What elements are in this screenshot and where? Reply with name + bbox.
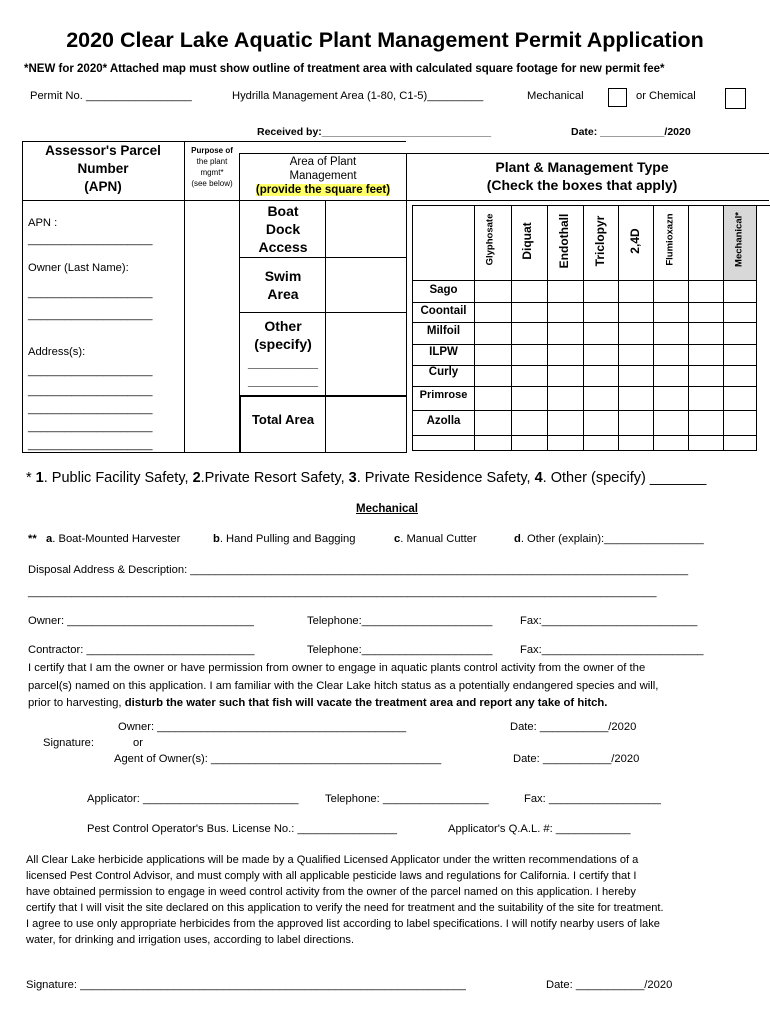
boat-line3: Access (258, 239, 308, 255)
contractor-field[interactable]: Contractor: ___________________________ (28, 644, 255, 656)
mechanical-options: ** a. Boat-Mounted Harvester (28, 533, 181, 545)
sig-owner-field[interactable]: Owner: ________________________________________ (118, 721, 407, 733)
owner-telephone-field[interactable]: Telephone:_____________________ (307, 615, 493, 627)
owner-input-1[interactable]: ____________________ (28, 287, 153, 299)
plant-milfoil: Milfoil (426, 325, 461, 337)
plant-ilpw: ILPW (429, 346, 458, 358)
option-b: b. Hand Pulling and Bagging (213, 533, 356, 545)
new-notice: *NEW for 2020* Attached map must show outline of treatment area with calculated square footage for new permit fee* (24, 63, 665, 75)
owner-fax-field[interactable]: Fax:_________________________ (520, 615, 698, 627)
type-header-line2: (Check the boxes that apply) (486, 177, 678, 193)
swim-line2: Area (267, 286, 299, 302)
chemical-label: or Chemical (636, 90, 696, 102)
chem-24d: 2,4D (628, 228, 642, 254)
owner-certification: I certify that I am the owner or have permission from owner to engage in aquatic plants control activity from the owner of the parcel(s) named on this application. I am familiar with the Clear Lake hitch status as a potentially endangered species and will, prior to harvesting, disturb the water such that fish will vacate the treatment area and report any take of hitch. (28, 662, 659, 709)
apn-input[interactable]: ____________________ (28, 234, 153, 246)
apn-label: APN : (28, 217, 58, 229)
chemical-checkbox[interactable] (725, 88, 746, 109)
or-label: or (133, 737, 143, 749)
permit-no-field[interactable]: Permit No. _________________ (30, 90, 192, 102)
page-title: 2020 Clear Lake Aquatic Plant Management Permit Application (66, 28, 704, 52)
mechanical-checkbox[interactable] (608, 88, 627, 107)
address-input-5[interactable]: ____________________ (28, 439, 153, 451)
plant-azolla: Azolla (426, 415, 461, 427)
swim-line1: Swim (264, 268, 302, 284)
applicator-certification: All Clear Lake herbicide applications will be made by a Qualified Licensed Applicator under the written recommendations of a licensed Pest Control Advisor, and must comply with all applicable pesticide laws and regulations for California. I certify that I have obtained permission to engage in weed control activity from the owner of the parcel named on this application. I hereby certify that I will visit the site declared on this application to verify the need for treatment and the suitability of the site for treatment. I agree to use only appropriate herbicides from the approved list according to label specifications. I will notify nearby users of lake water, for drinking and irrigation uses, according to label directions. (26, 854, 664, 946)
received-by-field[interactable]: Received by:_____________________________ (257, 126, 492, 138)
chem-diquat: Diquat (520, 222, 534, 260)
boat-line2: Dock (265, 221, 301, 237)
other-input-2[interactable]: _________ (247, 372, 319, 388)
plant-coontail: Coontail (420, 305, 467, 317)
applicator-fax-field[interactable]: Fax: __________________ (524, 793, 661, 805)
sig-agent-field[interactable]: Agent of Owner(s): _____________________________________ (114, 753, 442, 765)
chem-triclopyr: Triclopyr (593, 215, 607, 267)
other-line2: (specify) (254, 336, 312, 352)
boat-line1: Boat (267, 203, 299, 219)
other-input-1[interactable]: _________ (247, 354, 319, 370)
option-d[interactable]: d. Other (explain):________________ (514, 533, 704, 545)
applicator-telephone-field[interactable]: Telephone: _________________ (325, 793, 489, 805)
qal-field[interactable]: Applicator's Q.A.L. #: ____________ (448, 823, 631, 835)
top-date-field[interactable]: Date: ___________/2020 (571, 126, 691, 138)
apn-header-line3: (APN) (84, 179, 122, 194)
chem-mechanical: Mechanical* (733, 212, 745, 267)
contractor-telephone-field[interactable]: Telephone:_____________________ (307, 644, 493, 656)
signature-label: Signature: (43, 737, 94, 749)
type-header-line1: Plant & Management Type (495, 159, 669, 175)
area-header-line1: Area of Plant (289, 156, 357, 168)
chem-endothall: Endothall (557, 213, 571, 269)
owner-input-2[interactable]: ____________________ (28, 309, 153, 321)
owner-field[interactable]: Owner: ______________________________ (28, 615, 254, 627)
address-input-4[interactable]: ____________________ (28, 421, 153, 433)
total-area-label: Total Area (251, 412, 315, 427)
purpose-header-line3: mgmt* (200, 168, 224, 177)
final-date-field[interactable]: Date: ___________/2020 (546, 979, 673, 991)
purpose-header-line2: the plant (196, 157, 228, 166)
disposal-field[interactable]: Disposal Address & Description: ________________________________________________________________________________ (28, 564, 689, 576)
mechanical-heading: Mechanical (356, 503, 418, 515)
area-highlight: (provide the square feet) (255, 184, 391, 196)
address-input-2[interactable]: ____________________ (28, 385, 153, 397)
address-label: Address(s): (28, 346, 86, 358)
license-field[interactable]: Pest Control Operator's Bus. License No.: ________________ (87, 823, 397, 835)
mechanical-label: Mechanical (527, 90, 584, 102)
address-input-1[interactable]: ____________________ (28, 365, 153, 377)
plant-primrose: Primrose (419, 389, 468, 401)
contractor-fax-field[interactable]: Fax:__________________________ (520, 644, 704, 656)
chem-flumioxazn: Flumioxazn (664, 213, 676, 266)
applicator-field[interactable]: Applicator: _________________________ (87, 793, 299, 805)
plant-curly: Curly (428, 366, 459, 378)
sig-owner-date-field[interactable]: Date: ___________/2020 (510, 721, 637, 733)
final-signature-field[interactable]: Signature: ______________________________________________________________ (26, 979, 466, 991)
disposal-field-line2[interactable]: _____________________________________________________________________________________________________ (28, 586, 657, 598)
owner-last-name-label: Owner (Last Name): (28, 262, 129, 274)
address-input-3[interactable]: ____________________ (28, 403, 153, 415)
purpose-note: * 1. Public Facility Safety, 2.Private Resort Safety, 3. Private Residence Safety, 4. Other (specify) _______ (26, 470, 707, 486)
chem-glyphosate: Glyphosate (484, 213, 496, 266)
hydrilla-field[interactable]: Hydrilla Management Area (1-80, C1-5)_________ (232, 90, 484, 102)
plant-sago: Sago (429, 284, 458, 296)
sig-agent-date-field[interactable]: Date: ___________/2020 (513, 753, 640, 765)
purpose-header-line4: (see below) (191, 179, 233, 188)
other-line1: Other (264, 318, 302, 334)
purpose-header-line1: Purpose of (191, 146, 233, 155)
apn-header-line1: Assessor's Parcel (45, 143, 161, 158)
option-c: c. Manual Cutter (394, 533, 477, 545)
apn-header-line2: Number (77, 161, 129, 176)
area-header-line2: Management (289, 170, 357, 182)
